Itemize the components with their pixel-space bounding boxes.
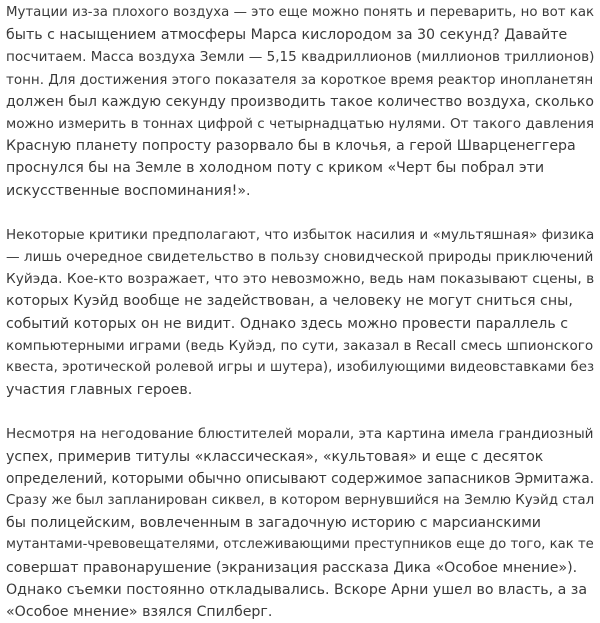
text-line: компьютерными играми (ведь Куйэд, по сути, заказал в Recall смесь шпионского (6, 337, 594, 354)
text-line: Несмотря на негодование блюстителей морали, эта картина имела грандиозный (6, 426, 594, 443)
text-line: посчитаем. Масса воздуха Земли — 5,15 квадриллионов (миллионов триллионов) (6, 49, 595, 66)
text-line: определений, которыми обычно описывают содержимое запасников Эрмитажа. (6, 470, 595, 487)
text-line: должен был каждую секунду производить такое количество воздуха, сколько (6, 93, 594, 110)
text-line: — лишь очередное свидетельство в пользу сновидческой природы приключений (6, 249, 594, 266)
paragraph-mars-oxygen (6, 2, 594, 202)
text-line: квеста, эротической ролевой игры и шутера), изобилующими видеовставками без (6, 360, 595, 376)
text-line: Красную планету попросту разорвало бы в клочья, а герой Шварценеггера (6, 138, 576, 155)
text-line: участия главных героев. (6, 382, 193, 399)
text-line: искусственные воспоминания!». (6, 182, 251, 199)
text-line: мутантами-чревовещателями, отслеживающими преступников еще до того, как те (6, 537, 594, 553)
text-line: Мутации из-за плохого воздуха — это еще можно понять и переварить, но вот как (6, 5, 595, 20)
paragraph-critics (6, 224, 594, 402)
text-line: совершат правонарушение (экранизация рассказа Дика «Особое мнение»). (6, 559, 578, 576)
text-line: событий которых он не видит. Однако здесь можно провести параллель с (6, 315, 569, 332)
text-line: бы полицейским, вовлеченным в загадочную историю с марсианскими (6, 515, 542, 532)
paragraph-success-sequel (6, 423, 594, 623)
text-line: можно измерить в тоннах цифрой с четырнадцатью нулями. От такого давления (6, 116, 594, 133)
text-line: которых Куэйд вообще не задействован, а человеку не могут сниться сны, (6, 293, 573, 310)
text-line: успех, примерив титулы «классическая», «культовая» и еще с десяток (6, 448, 544, 465)
text-line: Некоторые критики предполагают, что избыток насилия и «мультяшная» физика (6, 226, 595, 243)
text-line: Сразу же был запланирован сиквел, в котором вернувшийся на Землю Куэйд стал (6, 493, 595, 509)
text-line: быть с насыщением атмосферы Марса кислородом за 30 секунд? Давайте (6, 27, 568, 44)
text-line: Куйэда. Кое-кто возражает, что это невозможно, ведь нам показывают сцены, в (6, 271, 595, 288)
text-line: тонн. Для достижения этого показателя за короткое время реактор инопланетян (6, 71, 594, 88)
text-line: «Особое мнение» взялся Спилберг. (6, 604, 273, 621)
text-line: проснулся бы на Земле в холодном поту с криком «Черт бы побрал эти (6, 160, 545, 177)
text-line: Однако съемки постоянно откладывались. Вскоре Арни ушел во власть, а за (6, 581, 588, 598)
